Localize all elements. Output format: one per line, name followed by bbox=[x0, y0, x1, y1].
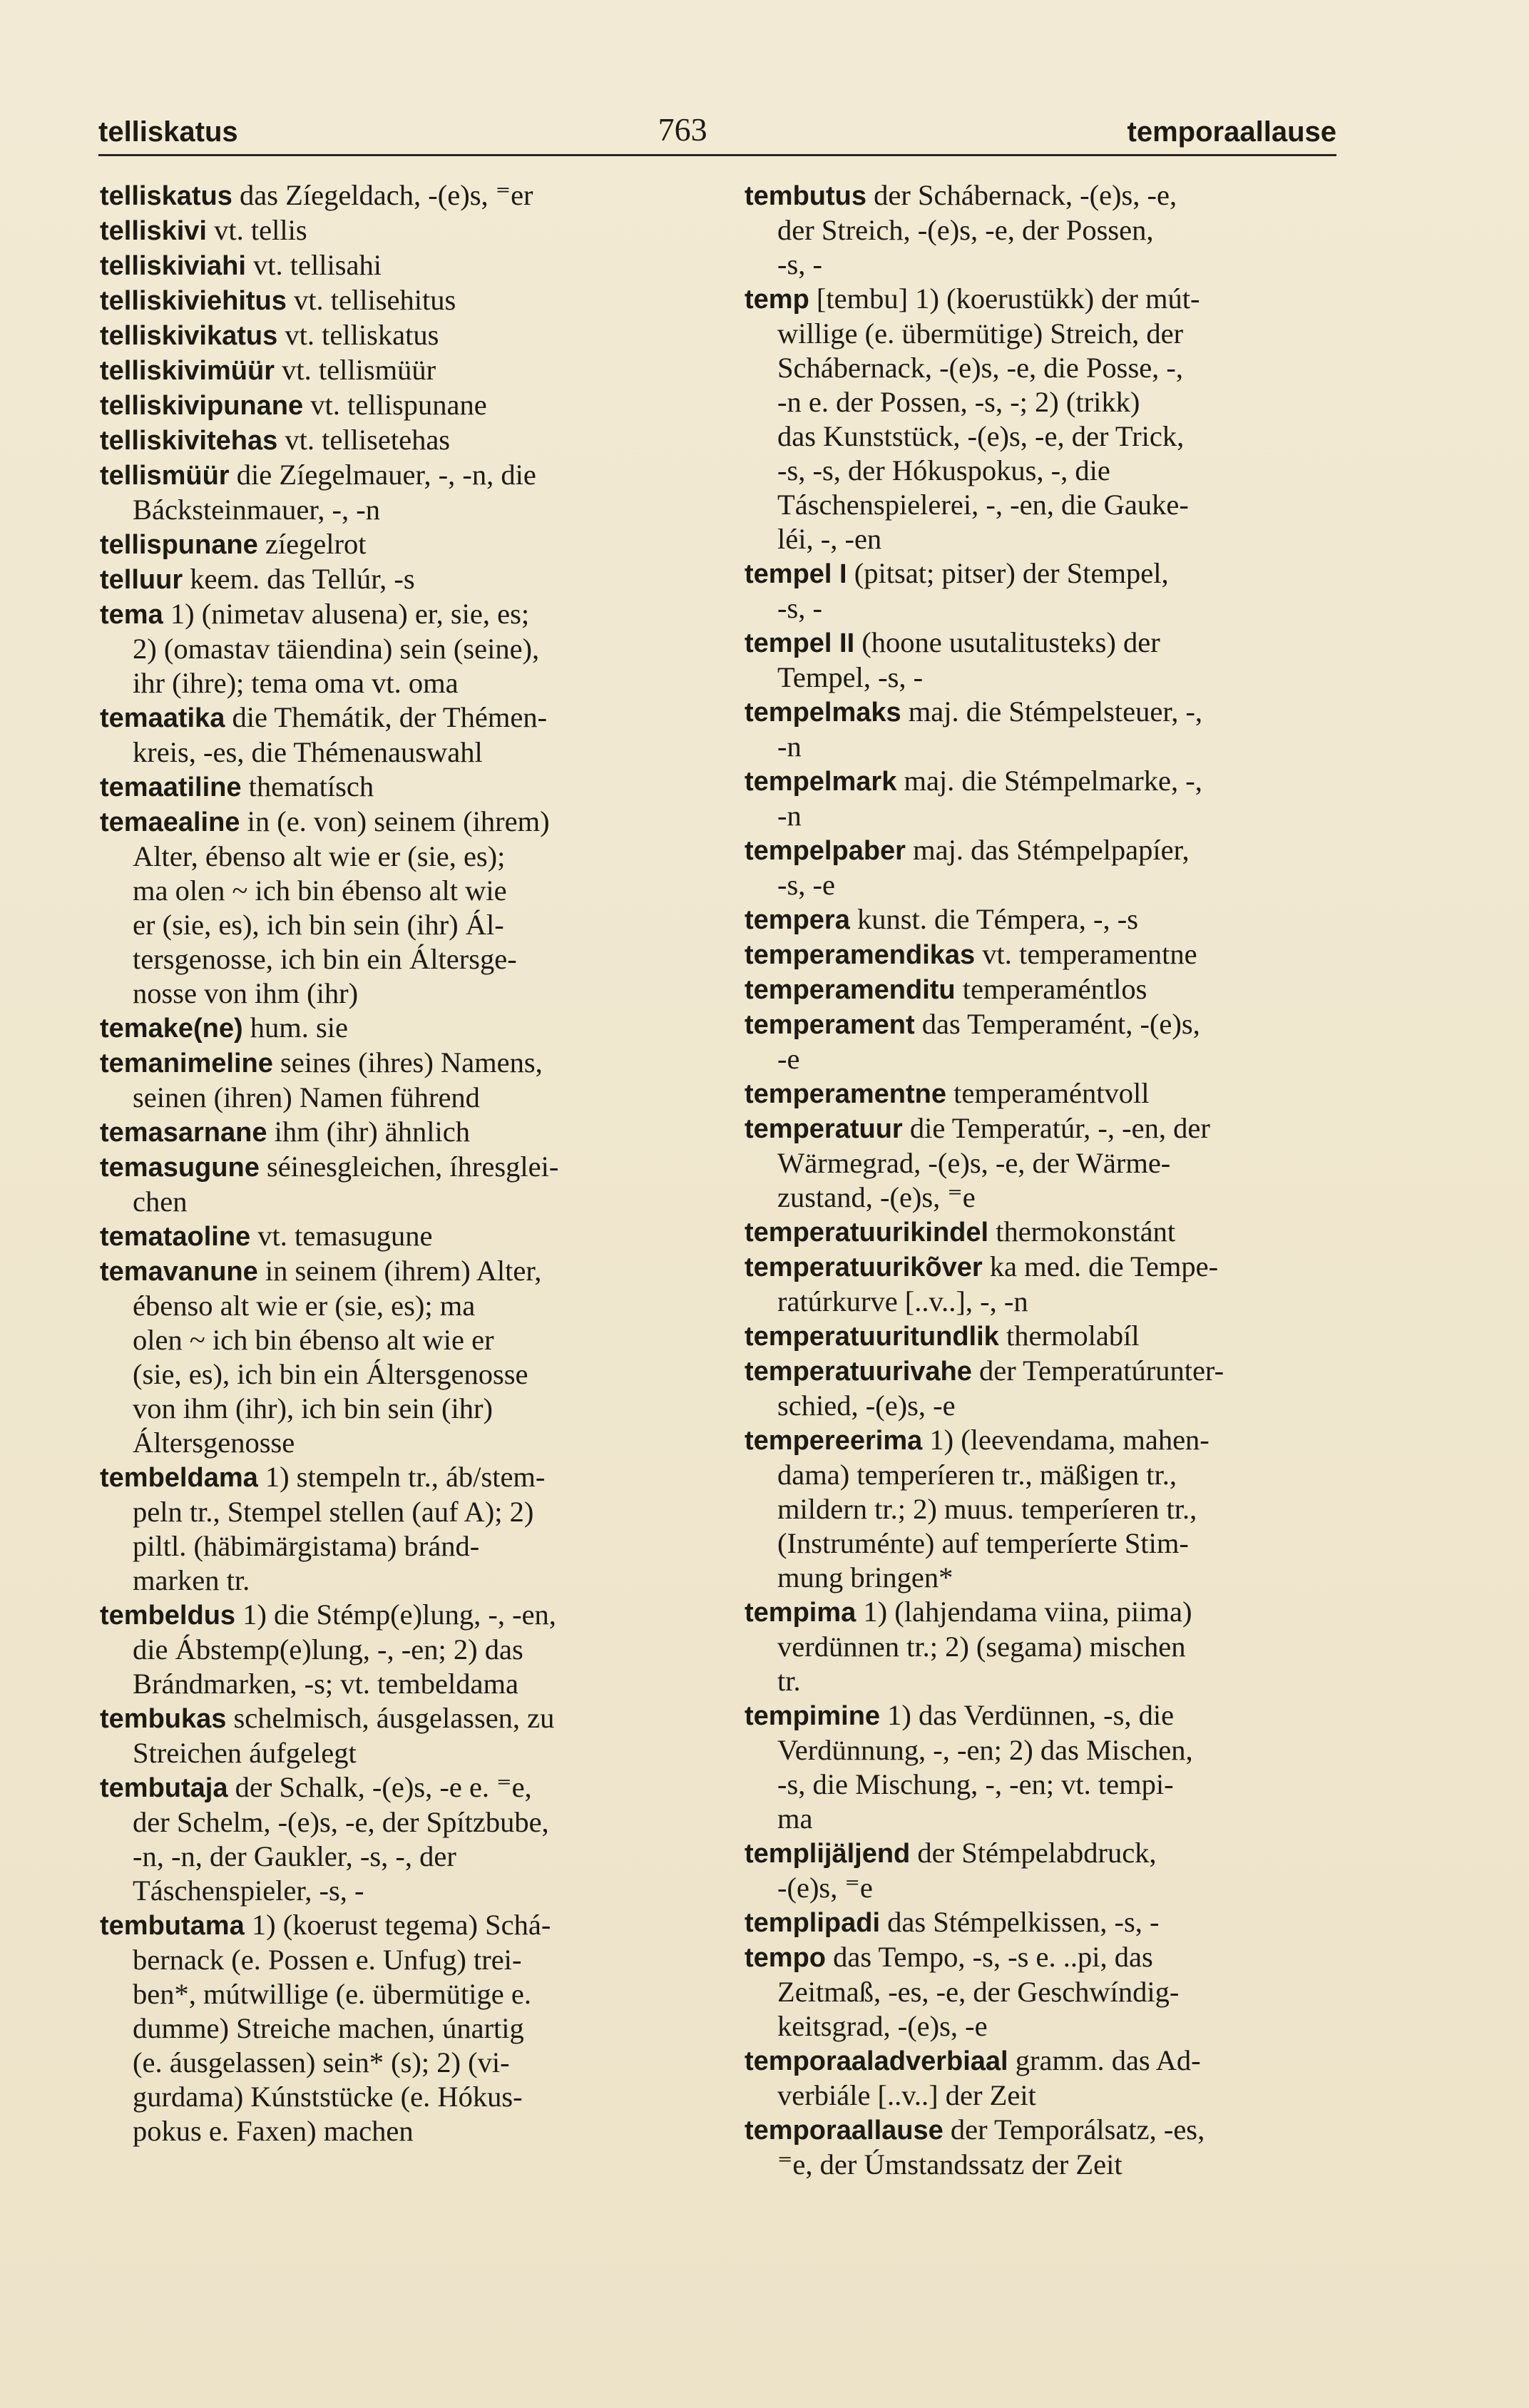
dictionary-entry bbox=[100, 1011, 712, 1046]
definition-text: 1) (lahjendama viina, piima) bbox=[863, 1596, 1192, 1628]
definition-text: vt. telliskatus bbox=[285, 319, 439, 351]
headword: tempel I bbox=[745, 559, 847, 589]
definition-text: vt. tellisehitus bbox=[294, 284, 456, 316]
definition-text: schelmisch, áusgelassen, zu bbox=[233, 1702, 555, 1734]
headword: telliskivipunane bbox=[100, 391, 304, 421]
dictionary-entry bbox=[100, 1460, 712, 1598]
definition-continuation: Schábernack, -(e)s, -e, die Posse, -, bbox=[777, 352, 1184, 384]
headword: temperamendikas bbox=[745, 940, 976, 970]
dictionary-entry bbox=[745, 1354, 1356, 1423]
dictionary-entry bbox=[745, 1940, 1356, 2044]
dictionary-entry bbox=[100, 1150, 712, 1219]
definition-text: vt. tellis bbox=[214, 214, 307, 246]
dictionary-entry bbox=[745, 2044, 1356, 2113]
headword: telliskatus bbox=[100, 181, 232, 211]
definition-text: thematísch bbox=[248, 770, 374, 802]
definition-continuation: Tempel, -s, - bbox=[777, 661, 924, 693]
definition-continuation: Streichen áufgelegt bbox=[133, 1737, 357, 1769]
definition-continuation: -n bbox=[777, 730, 802, 762]
definition-text: das Zíegeldach, -(e)s, ⁼er bbox=[240, 179, 533, 211]
headword: telliskivi bbox=[100, 216, 207, 246]
definition-text: keem. das Tellúr, -s bbox=[190, 563, 415, 595]
right-guide-word: temporaallause bbox=[1127, 116, 1336, 148]
dictionary-entry bbox=[100, 805, 712, 1011]
definition-text: 1) das Verdünnen, -s, die bbox=[887, 1699, 1175, 1731]
dictionary-entry bbox=[100, 1219, 712, 1254]
definition-text: die Zíegelmauer, -, -n, die bbox=[236, 459, 536, 491]
dictionary-entry bbox=[745, 937, 1356, 972]
headword: tempimine bbox=[745, 1701, 881, 1731]
dictionary-entry bbox=[100, 1908, 712, 2148]
dictionary-entry bbox=[100, 527, 712, 562]
definition-continuation: (Instruménte) auf temperíerte Stim- bbox=[777, 1527, 1189, 1559]
headword: temperamenditu bbox=[745, 975, 956, 1005]
dictionary-entry bbox=[100, 562, 712, 597]
definition-text: (pitsat; pitser) der Stempel, bbox=[854, 557, 1169, 589]
definition-continuation: ben*, mútwillige (e. übermütige e. bbox=[133, 1978, 531, 2010]
dictionary-entry bbox=[745, 695, 1356, 764]
dictionary-entry bbox=[745, 1698, 1356, 1836]
definition-continuation: ébenso alt wie er (sie, es); ma bbox=[133, 1290, 476, 1322]
definition-text: hum. sie bbox=[250, 1011, 349, 1044]
definition-continuation: nosse von ihm (ihr) bbox=[133, 977, 359, 1009]
definition-continuation: ratúrkurve [..v..], -, -n bbox=[777, 1285, 1028, 1317]
definition-continuation: Zeitmaß, -es, -e, der Geschwíndig- bbox=[777, 1976, 1180, 2008]
dictionary-entry bbox=[745, 1076, 1356, 1111]
definition-text: 1) (koerust tegema) Schá- bbox=[251, 1909, 551, 1941]
definition-continuation: Wärmegrad, -(e)s, -e, der Wärme- bbox=[777, 1147, 1171, 1179]
definition-text: 1) stempeln tr., áb/stem- bbox=[265, 1461, 546, 1493]
dictionary-entry bbox=[745, 282, 1356, 556]
headword: temasugune bbox=[100, 1153, 260, 1183]
definition-continuation: -(e)s, ⁼e bbox=[777, 1872, 873, 1904]
definition-continuation: ⁼e, der Úmstandssatz der Zeit bbox=[777, 2148, 1123, 2180]
headword: tempo bbox=[745, 1943, 826, 1973]
definition-text: séinesgleichen, íhresglei- bbox=[266, 1151, 559, 1183]
definition-text: das Temperamént, -(e)s, bbox=[921, 1008, 1200, 1040]
dictionary-entry bbox=[100, 1598, 712, 1701]
definition-continuation: -s, die Mischung, -, -en; vt. tempi- bbox=[777, 1768, 1174, 1800]
definition-continuation: -e bbox=[777, 1043, 800, 1075]
headword: tempelpaber bbox=[745, 836, 906, 866]
definition-continuation: Áltersgenosse bbox=[133, 1427, 295, 1459]
headword: temaealine bbox=[100, 807, 240, 837]
definition-text: vt. tellisetehas bbox=[285, 424, 451, 456]
definition-text: das Stémpelkissen, -s, - bbox=[887, 1906, 1160, 1938]
definition-text: ka med. die Tempe- bbox=[989, 1250, 1219, 1282]
headword: temake(ne) bbox=[100, 1014, 243, 1044]
headword: temporaallause bbox=[745, 2116, 944, 2146]
definition-text: maj. die Stémpelsteuer, -, bbox=[908, 695, 1203, 728]
headword: temasarnane bbox=[100, 1118, 267, 1148]
definition-text: der Temporálsatz, -es, bbox=[950, 2113, 1205, 2146]
definition-continuation: der Streich, -(e)s, -e, der Possen, bbox=[777, 214, 1154, 246]
definition-text: [tembu] 1) (koerustükk) der mút- bbox=[816, 282, 1200, 315]
definition-continuation: verdünnen tr.; 2) (segama) mischen bbox=[777, 1631, 1186, 1663]
headword: tema bbox=[100, 600, 163, 630]
dictionary-entry bbox=[745, 1423, 1356, 1595]
definition-continuation: chen bbox=[133, 1185, 188, 1218]
definition-continuation: er (sie, es), ich bin sein (ihr) Ál- bbox=[133, 909, 504, 941]
definition-text: in seinem (ihrem) Alter, bbox=[265, 1255, 542, 1287]
headword: temperamentne bbox=[745, 1079, 946, 1109]
definition-continuation: willige (e. übermütige) Streich, der bbox=[777, 317, 1184, 350]
dictionary-entry bbox=[745, 1111, 1356, 1215]
dictionary-entry bbox=[100, 213, 712, 248]
definition-continuation: piltl. (häbimärgistama) bránd- bbox=[133, 1530, 480, 1562]
definition-continuation: Alter, ébenso alt wie er (sie, es); bbox=[133, 840, 506, 872]
definition-continuation: (e. áusgelassen) sein* (s); 2) (vi- bbox=[133, 2046, 510, 2078]
dictionary-entry bbox=[745, 1595, 1356, 1698]
dictionary-entry bbox=[745, 1215, 1356, 1250]
headword: temperament bbox=[745, 1010, 915, 1040]
definition-continuation: ihr (ihre); tema oma vt. oma bbox=[133, 667, 459, 699]
definition-continuation: von ihm (ihr), ich bin sein (ihr) bbox=[133, 1392, 494, 1424]
dictionary-entry bbox=[100, 458, 712, 527]
dictionary-entry bbox=[745, 833, 1356, 902]
definition-continuation: die Ábstemp(e)lung, -, -en; 2) das bbox=[133, 1633, 523, 1665]
definition-continuation: marken tr. bbox=[133, 1564, 250, 1596]
definition-text: zíegelrot bbox=[265, 528, 367, 560]
headword: temperatuuritundlik bbox=[745, 1322, 999, 1352]
dictionary-entry bbox=[100, 318, 712, 353]
definition-text: maj. die Stémpelmarke, -, bbox=[904, 765, 1202, 797]
definition-continuation: der Schelm, -(e)s, -e, der Spítzbube, bbox=[133, 1806, 549, 1838]
definition-continuation: -s, -s, der Hókuspokus, -, die bbox=[777, 454, 1110, 486]
definition-text: 1) (leevendama, mahen- bbox=[929, 1424, 1210, 1456]
headword: tempera bbox=[745, 905, 850, 935]
headword: telliskiviehitus bbox=[100, 286, 287, 316]
dictionary-entry bbox=[100, 248, 712, 283]
definition-continuation: -n, -n, der Gaukler, -s, -, der bbox=[133, 1840, 456, 1872]
headword: telliskiviahi bbox=[100, 251, 246, 281]
definition-text: die Themátik, der Thémen- bbox=[232, 701, 548, 733]
headword: tempima bbox=[745, 1598, 856, 1628]
dictionary-entry bbox=[100, 178, 712, 213]
headword: temperatuur bbox=[745, 1114, 903, 1144]
dictionary-entry bbox=[100, 1701, 712, 1770]
definition-text: vt. temasugune bbox=[257, 1220, 433, 1252]
dictionary-entry bbox=[745, 1905, 1356, 1940]
dictionary-entry bbox=[100, 597, 712, 700]
header-rule bbox=[98, 154, 1336, 156]
dictionary-entry bbox=[745, 1007, 1356, 1076]
definition-text: thermolabíl bbox=[1006, 1320, 1140, 1352]
definition-continuation: -n e. der Possen, -s, -; 2) (trikk) bbox=[777, 386, 1140, 418]
headword: telluur bbox=[100, 565, 183, 595]
dictionary-entry bbox=[745, 1836, 1356, 1905]
headword: temperatuurivahe bbox=[745, 1357, 972, 1387]
definition-continuation: mung bringen* bbox=[777, 1561, 953, 1593]
definition-continuation: verbiále [..v..] der Zeit bbox=[777, 2079, 1036, 2111]
left-column bbox=[100, 178, 712, 2148]
definition-text: gramm. das Ad- bbox=[1015, 2044, 1201, 2076]
dictionary-entry bbox=[100, 423, 712, 458]
definition-continuation: zustand, -(e)s, ⁼e bbox=[777, 1181, 976, 1213]
definition-text: seines (ihres) Namens, bbox=[280, 1046, 543, 1078]
definition-text: kunst. die Témpera, -, -s bbox=[856, 903, 1138, 935]
headword: temperatuurikindel bbox=[745, 1218, 989, 1248]
definition-text: 1) (nimetav alusena) er, sie, es; bbox=[170, 598, 530, 630]
definition-continuation: ma olen ~ ich bin ébenso alt wie bbox=[133, 874, 507, 907]
headword: tempel II bbox=[745, 628, 855, 658]
headword: tembutama bbox=[100, 1911, 245, 1941]
definition-text: temperaméntvoll bbox=[953, 1077, 1150, 1109]
headword: tembeldus bbox=[100, 1601, 236, 1631]
headword: tellispunane bbox=[100, 530, 258, 560]
headword: tembutus bbox=[745, 181, 866, 211]
definition-text: vt. tellismüür bbox=[282, 354, 436, 386]
headword: temporaaladverbiaal bbox=[745, 2046, 1008, 2076]
definition-text: ihm (ihr) ähnlich bbox=[274, 1116, 471, 1148]
headword: tembukas bbox=[100, 1704, 227, 1734]
definition-continuation: das Kunststück, -(e)s, -e, der Trick, bbox=[777, 420, 1185, 452]
headword: temaatika bbox=[100, 703, 225, 733]
definition-continuation: léi, -, -en bbox=[777, 523, 882, 555]
definition-text: der Temperatúrunter- bbox=[979, 1354, 1224, 1387]
headword: telliskivimüür bbox=[100, 356, 275, 386]
definition-continuation: keitsgrad, -(e)s, -e bbox=[777, 2010, 988, 2042]
dictionary-entry bbox=[100, 770, 712, 805]
headword: tempereerima bbox=[745, 1426, 923, 1456]
headword: temperatuurikõver bbox=[745, 1253, 983, 1282]
headword: temaatiline bbox=[100, 772, 242, 802]
headword: templipadi bbox=[745, 1908, 881, 1938]
definition-text: das Tempo, -s, -s e. ..pi, das bbox=[833, 1941, 1153, 1973]
definition-continuation: -s, - bbox=[777, 248, 822, 280]
headword: telliskivikatus bbox=[100, 321, 278, 351]
dictionary-entry bbox=[745, 1250, 1356, 1319]
definition-text: (hoone usutalitusteks) der bbox=[861, 626, 1160, 658]
definition-text: der Schábernack, -(e)s, -e, bbox=[874, 179, 1177, 211]
dictionary-entry bbox=[100, 283, 712, 318]
definition-continuation: -s, - bbox=[777, 592, 822, 624]
definition-continuation: dumme) Streiche machen, únartig bbox=[133, 2012, 524, 2044]
left-guide-word: telliskatus bbox=[98, 116, 238, 148]
dictionary-entry bbox=[745, 764, 1356, 833]
definition-continuation: tersgenosse, ich bin ein Áltersge- bbox=[133, 943, 517, 975]
definition-text: temperaméntlos bbox=[962, 973, 1147, 1005]
definition-continuation: Táschenspieler, -s, - bbox=[133, 1874, 364, 1907]
definition-continuation: -s, -e bbox=[777, 869, 835, 901]
definition-continuation: ma bbox=[777, 1802, 813, 1835]
definition-continuation: olen ~ ich bin ébenso alt wie er bbox=[133, 1324, 494, 1356]
dictionary-entry bbox=[100, 700, 712, 770]
definition-continuation: tr. bbox=[777, 1665, 801, 1697]
definition-text: 1) die Stémp(e)lung, -, -en, bbox=[242, 1598, 556, 1631]
definition-continuation: bernack (e. Possen e. Unfug) trei- bbox=[133, 1944, 522, 1976]
headword: temataoline bbox=[100, 1222, 251, 1252]
definition-text: vt. temperamentne bbox=[982, 938, 1197, 970]
dictionary-entry bbox=[745, 178, 1356, 282]
headword: telliskivitehas bbox=[100, 426, 278, 456]
dictionary-entry bbox=[100, 388, 712, 423]
headword: tempelmaks bbox=[745, 698, 901, 728]
dictionary-entry bbox=[745, 902, 1356, 937]
definition-continuation: dama) temperíeren tr., mäßigen tr., bbox=[777, 1459, 1177, 1491]
right-column bbox=[745, 178, 1356, 2182]
dictionary-entry bbox=[100, 1254, 712, 1460]
headword: temavanune bbox=[100, 1257, 258, 1287]
definition-text: in (e. von) seinem (ihrem) bbox=[247, 805, 550, 837]
definition-continuation: (sie, es), ich bin ein Áltersgenosse bbox=[133, 1358, 528, 1390]
definition-text: die Temperatúr, -, -en, der bbox=[909, 1112, 1210, 1144]
definition-text: vt. tellisahi bbox=[253, 249, 382, 281]
dictionary-entry bbox=[745, 556, 1356, 626]
definition-continuation: kreis, -es, die Thémenauswahl bbox=[133, 736, 483, 768]
definition-text: der Stémpelabdruck, bbox=[917, 1837, 1157, 1869]
definition-text: vt. tellispunane bbox=[310, 389, 487, 421]
definition-text: der Schalk, -(e)s, -e e. ⁼e, bbox=[235, 1771, 532, 1803]
definition-continuation: peln tr., Stempel stellen (auf A); 2) bbox=[133, 1496, 534, 1528]
definition-continuation: -n bbox=[777, 800, 802, 832]
dictionary-entry bbox=[745, 972, 1356, 1007]
definition-continuation: Brándmarken, -s; vt. tembeldama bbox=[133, 1668, 518, 1700]
page-number: 763 bbox=[658, 111, 707, 148]
headword: tembutaja bbox=[100, 1773, 228, 1803]
definition-continuation: seinen (ihren) Namen führend bbox=[133, 1081, 480, 1113]
dictionary-entry bbox=[745, 626, 1356, 695]
running-header bbox=[98, 98, 1336, 148]
dictionary-entry bbox=[745, 2113, 1356, 2182]
definition-continuation: Bácksteinmauer, -, -n bbox=[133, 494, 380, 526]
definition-continuation: pokus e. Faxen) machen bbox=[133, 2115, 414, 2147]
definition-continuation: 2) (omastav täiendina) sein (seine), bbox=[133, 633, 540, 665]
definition-continuation: gurdama) Kúnststücke (e. Hókus- bbox=[133, 2081, 523, 2113]
dictionary-entry bbox=[100, 1115, 712, 1150]
definition-continuation: Verdünnung, -, -en; 2) das Mischen, bbox=[777, 1734, 1193, 1766]
dictionary-entry bbox=[100, 1046, 712, 1115]
definition-continuation: Táschenspielerei, -, -en, die Gauke- bbox=[777, 489, 1189, 521]
definition-text: maj. das Stémpelpapíer, bbox=[913, 834, 1190, 866]
headword: tempelmark bbox=[745, 767, 897, 797]
dictionary-entry bbox=[100, 1770, 712, 1908]
definition-continuation: mildern tr.; 2) muus. temperíeren tr., bbox=[777, 1493, 1197, 1525]
definition-continuation: schied, -(e)s, -e bbox=[777, 1389, 956, 1422]
headword: temanimeline bbox=[100, 1049, 273, 1078]
headword: temp bbox=[745, 285, 809, 315]
headword: tellismüür bbox=[100, 461, 230, 491]
headword: tembeldama bbox=[100, 1463, 258, 1493]
definition-text: thermokonstánt bbox=[996, 1215, 1176, 1248]
dictionary-entry bbox=[100, 353, 712, 388]
dictionary-entry bbox=[745, 1319, 1356, 1354]
headword: templijäljend bbox=[745, 1839, 911, 1869]
